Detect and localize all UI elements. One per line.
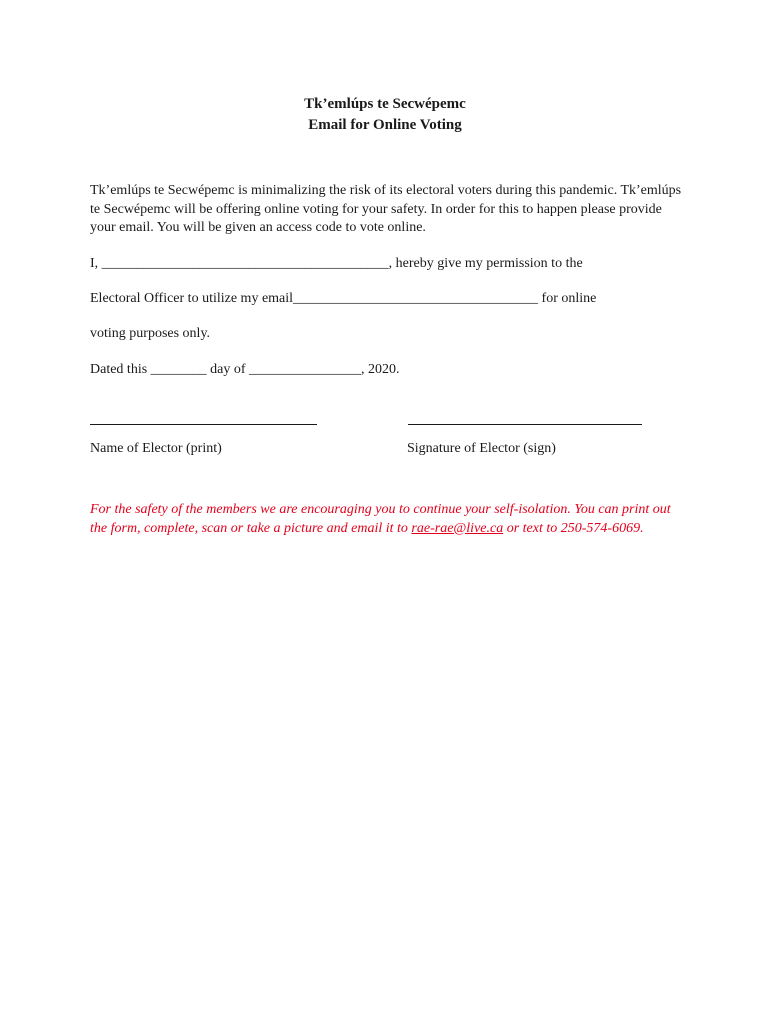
signature-rule [408,424,642,425]
permission-line-2: Electoral Officer to utilize my email___________________________________ for online [90,291,597,306]
signature-of-elector-label: Signature of Elector (sign) [407,441,556,456]
name-of-elector-label: Name of Elector (print) [90,441,222,456]
permission-line-1: I, _________________________________________, hereby give my permission to the [90,256,583,271]
permission-line-3: voting purposes only. [90,326,211,341]
safety-notice [90,501,690,538]
intro-paragraph: Tk’emlúps te Secwépemc is minimalizing the risk of its electoral voters during this pandemic. Tk’emlúps te Secwépemc will be offering online voting for your safety. In order for this to happen please provide your email. You will be given an access code to vote online. [90,183,682,235]
dated-line: Dated this ________ day of ________________, 2020. [90,362,400,377]
title-block [0,94,770,136]
form-title: Email for Online Voting [308,117,462,133]
name-signature-rule [90,424,317,425]
notice-text-before: For the safety of the members we are encouraging you to continue your self-isolation. You can print out the form, complete, scan or take a picture and email it to [90,502,671,536]
notice-text-after: or text to 250-574-6069. [503,520,644,536]
organization-name: Tk’emlúps te Secwépemc [304,96,466,112]
email-link[interactable]: rae-rae@live.ca [411,520,504,536]
